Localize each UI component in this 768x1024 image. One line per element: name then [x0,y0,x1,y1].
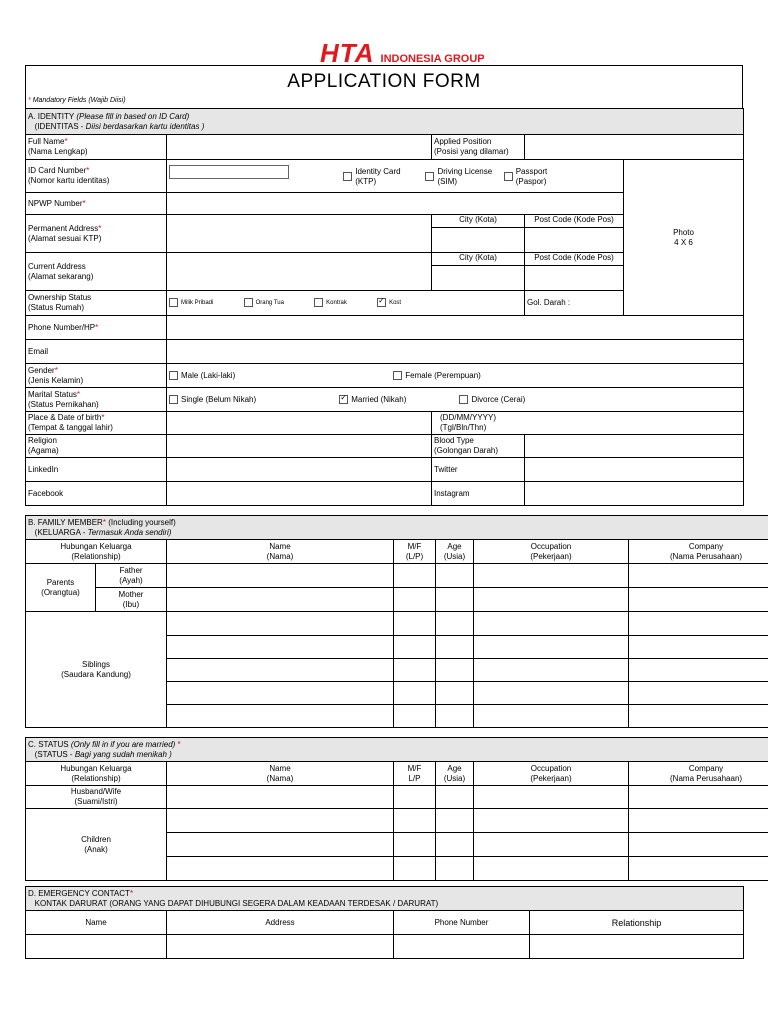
female-option[interactable]: Female (Perempuan) [393,371,481,380]
phone-label: Phone Number/HP* [26,316,167,340]
gender-label: Gender* (Jenis Kelamin) [26,364,167,388]
blood-type-label: Blood Type (Golongan Darah) [432,435,525,458]
npwp-field[interactable] [167,193,624,215]
gender-options[interactable] [167,364,744,388]
marital-options[interactable] [167,388,744,412]
ownership-label: Ownership Status (Status Rumah) [26,291,167,316]
family-table [25,515,768,728]
single-option[interactable]: Single (Belum Nikah) [169,395,337,405]
permanent-address-label: Permanent Address* (Alamat sesuai KTP) [26,215,167,253]
pob-field[interactable] [167,412,432,435]
table-row [26,612,768,636]
phone-field[interactable] [167,316,744,340]
current-post-code: Post Code (Kode Pos) [525,253,624,291]
religion-field[interactable] [167,435,432,458]
married-option[interactable]: ✓ Married (Nikah) [339,395,457,405]
instagram-field[interactable] [525,482,744,506]
page-title: APPLICATION FORM [287,71,481,92]
form-header [25,65,743,109]
passport-checkbox[interactable] [504,172,513,181]
ownership-option[interactable]: Orang Tua [244,298,284,308]
permanent-city: City (Kota) [432,215,525,253]
ownership-option[interactable]: ✓ Kost [377,298,401,308]
religion-label: Religion (Agama) [26,435,167,458]
permanent-post-code: Post Code (Kode Pos) [525,215,624,253]
logo-brand: HTA [320,38,375,68]
status-header-row: Hubungan Keluarga (Relationship) Name (Nama) M/F L/P Age (Usia) Occupation (Pekerjaan) Company (Nama Perusahaan) [26,762,768,786]
email-label: Email [26,340,167,364]
family-header-row: Hubungan Keluarga (Relationship) Name (Nama) M/F (L/P) Age (Usia) Occupation (Pekerjaan) Company (Nama Perusahaan) [26,540,768,564]
section-a-header: A. IDENTITY (Please fill in based on ID Card) (IDENTITAS - Diisi berdasarkan kartu identitas ) [26,109,744,135]
ownership-option[interactable]: Milik Pribadi [169,298,213,308]
ownership-options[interactable] [167,291,525,316]
siblings-label: Siblings (Saudara Kandung) [26,612,167,728]
identity-card-option[interactable]: Identity Card (KTP) [343,167,423,187]
current-city: City (Kota) [432,253,525,291]
father-label: Father (Ayah) [96,564,167,588]
linkedin-field[interactable] [167,458,432,482]
facebook-label: Facebook [26,482,167,506]
photo-box: Photo 4 X 6 [624,160,744,316]
id-card-input[interactable] [169,165,289,179]
section-b-header: B. FAMILY MEMBER* (Including yourself) (KELUARGA - Termasuk Anda sendiri) [26,516,768,540]
section-d-header: D. EMERGENCY CONTACT* KONTAK DARURAT (ORANG YANG DAPAT DIHUBUNGI SEGERA DALAM KEADAAN TERDESAK / DARURAT) [26,887,744,911]
permanent-address-field[interactable] [167,215,432,253]
twitter-label: Twitter [432,458,525,482]
table-row [26,786,768,809]
divorce-option[interactable]: Divorce (Cerai) [459,395,525,404]
full-name-label: Full Name* (Nama Lengkap) [26,135,167,160]
applied-position-field[interactable] [525,135,744,160]
section-c-header: C. STATUS (Only fill in if you are married) * (STATUS - Bagi yang sudah menikah ) [26,738,768,762]
marital-label: Marital Status* (Status Pernikahan) [26,388,167,412]
mother-label: Mother (Ibu) [96,588,167,612]
driving-license-checkbox[interactable] [425,172,434,181]
emergency-table [25,886,744,959]
id-card-label: ID Card Number* (Nomor kartu identitas) [26,160,167,193]
table-row [26,564,768,588]
dob-field[interactable]: (DD/MM/YYYY) (Tgl/Bln/Thn) [432,412,744,435]
npwp-label: NPWP Number* [26,193,167,215]
status-table [25,737,768,881]
current-address-field[interactable] [167,253,432,291]
mandatory-note: * Mandatory Fields (Wajib Diisi) [28,97,126,104]
identity-card-checkbox[interactable] [343,172,352,181]
logo-group: INDONESIA GROUP [380,53,485,65]
driving-license-option[interactable]: Driving License (SIM) [425,167,501,187]
male-option[interactable]: Male (Laki-laki) [169,371,391,381]
blood-type-field[interactable] [525,435,744,458]
children-label: Children (Anak) [26,809,167,881]
ownership-option[interactable]: Kontrak [314,298,347,308]
full-name-field[interactable] [167,135,432,160]
emergency-header-row: Name Address Phone Number Relationship [26,911,744,935]
husband-wife-label: Husband/Wife (Suami/Istri) [26,786,167,809]
identity-table [25,108,744,506]
instagram-label: Instagram [432,482,525,506]
email-field[interactable] [167,340,744,364]
linkedin-label: LinkedIn [26,458,167,482]
applied-position-label: Applied Position (Posisi yang dilamar) [432,135,525,160]
blood-group-label: Gol. Darah : [525,291,624,316]
table-row [26,809,768,833]
pob-label: Place & Date of birth* (Tempat & tanggal lahir) [26,412,167,435]
facebook-field[interactable] [167,482,432,506]
twitter-field[interactable] [525,458,744,482]
passport-option[interactable]: Passport (Paspor) [504,167,548,187]
parents-label: Parents (Orangtua) [26,564,96,612]
table-row [26,935,744,959]
current-address-label: Current Address (Alamat sekarang) [26,253,167,291]
table-row [26,588,768,612]
id-card-field[interactable] [167,160,624,193]
